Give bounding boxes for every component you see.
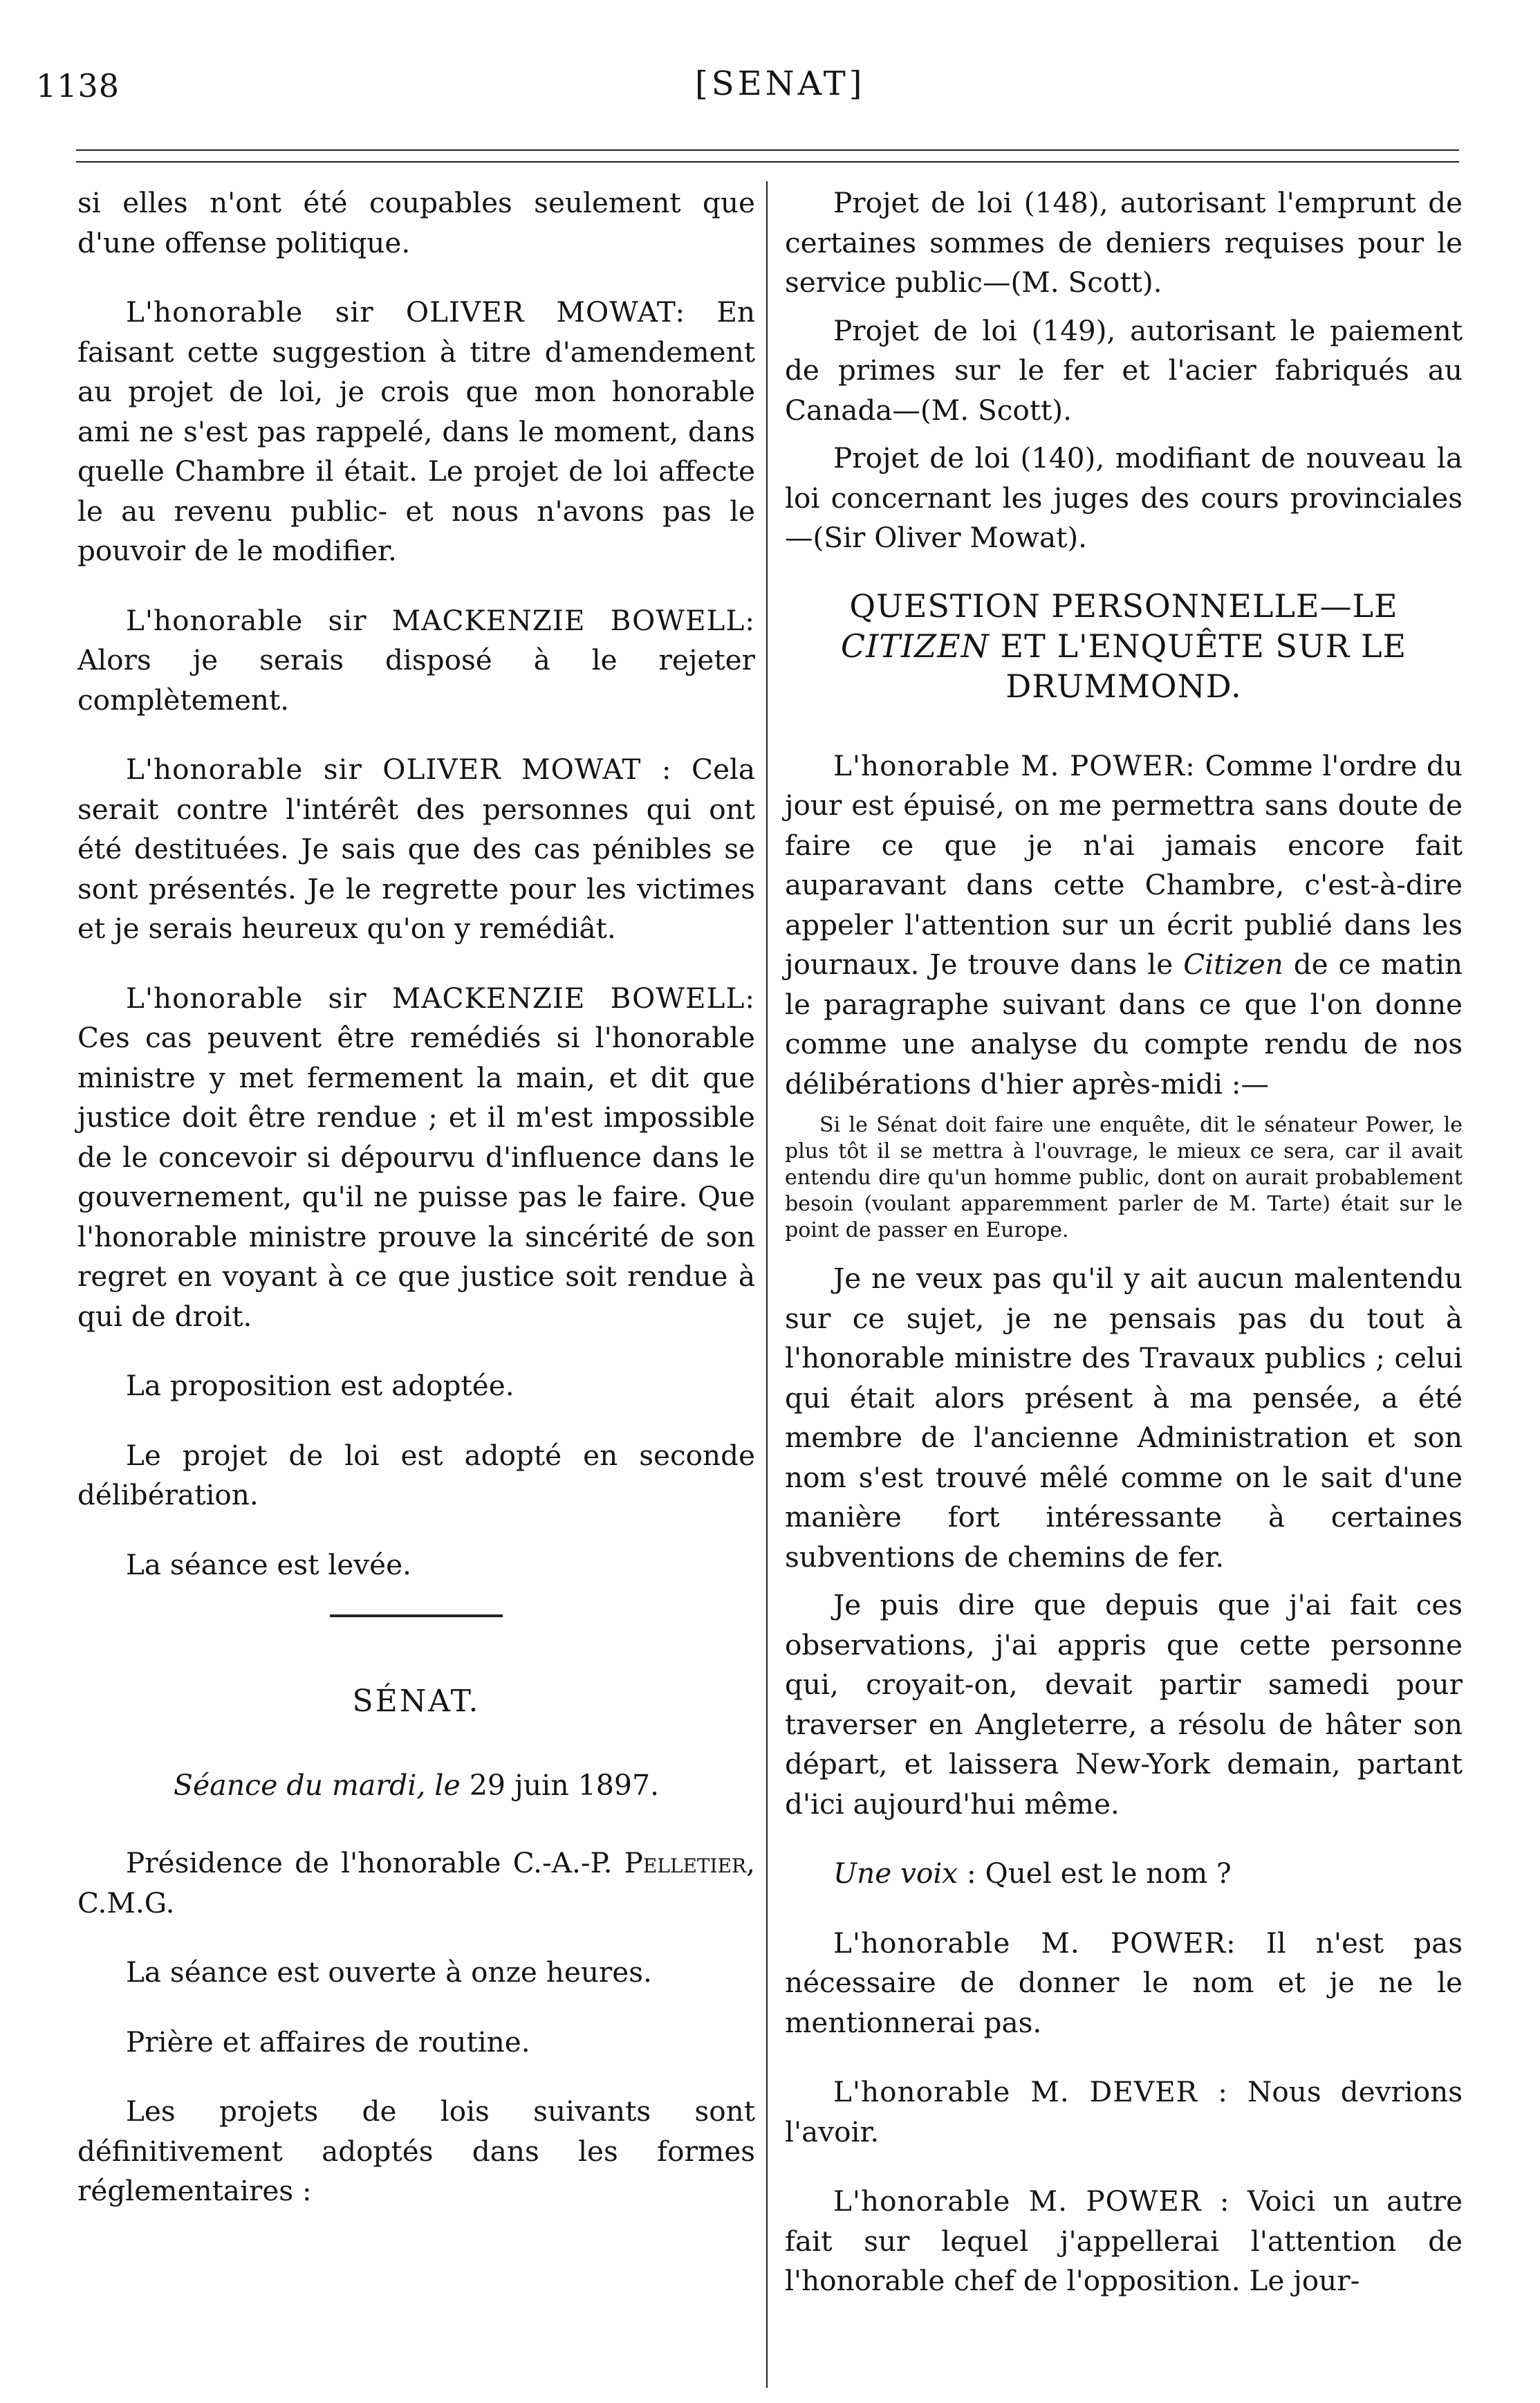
speech-power-3: Je puis dire que depuis que j'ai fait ces observations, j'ai appris que cette personne qui, croyait-on, devait partir samedi pour traverser en Angleterre, a résolu de hâter son départ, et laissera New-York demain, partant d'ici aujourd'hui même.: [785, 1588, 1463, 1821]
speech-text: : Quel est le nom ?: [967, 1857, 1232, 1890]
speech-power-1: [785, 746, 1463, 1105]
left-column: [77, 183, 755, 2241]
senat-heading: SÉNAT.: [352, 1684, 481, 1719]
speaker-name: L'honorable M. POWER:: [833, 1926, 1236, 1960]
presidence-name: Pelletier: [624, 1846, 747, 1879]
bill-149: Projet de loi (149), autorisant le paiement de primes sur le fer et l'acier fabriqués au Canada—(M. Scott).: [785, 313, 1463, 427]
routine-business: Prière et affaires de routine.: [126, 2025, 530, 2059]
speech-text: Alors je serais disposé à le rejeter complètement.: [77, 643, 755, 717]
speaker-name: L'honorable sir MACKENZIE BOWELL:: [126, 981, 755, 1015]
speech-text: En faisant cette suggestion à titre d'amendement au projet de loi, je crois que mon honorable ami ne s'est pas rappelé, dans le moment, dans quelle Chambre il était. Le projet de loi affecte le au revenu public- et nous n'avons pas le pouvoir de le modifier.: [77, 295, 755, 567]
speech-text: Cela serait contre l'intérêt des personnes qui ont été destituées. Je sais que des cas pénibles se sont présentés. Je le regrette pour les victimes et je serais heureux qu'on y remédiât.: [77, 753, 756, 945]
speech-dever: [785, 2072, 1463, 2152]
speech-text: Nous devrions l'avoir.: [785, 2075, 1463, 2148]
header-rule-bottom: [76, 161, 1459, 163]
bills-adopted-intro: Les projets de lois suivants sont définitivement adoptés dans les formes réglementaires :: [77, 2094, 755, 2207]
speaker-name: L'honorable M. POWER:: [833, 748, 1196, 782]
speech-text: Comme l'ordre du jour est épuisé, on me permettra sans doute de faire ce que je n'ai jamais encore fait auparavant dans cette Chambre, c'est-à-dire appeler l'attention sur un écrit publié dans les journaux. Je trouve dans le: [785, 748, 1463, 981]
page-number: 1138: [36, 67, 120, 104]
section-divider: [330, 1614, 503, 1617]
speaker-name: L'honorable sir OLIVER MOWAT :: [126, 753, 672, 786]
presidence-suffix: , C.M.G.: [77, 1846, 756, 1919]
right-column: [785, 183, 1463, 2331]
motion-adopted: La proposition est adoptée.: [126, 1369, 514, 1402]
speech-text: Voici un autre fait sur lequel j'appellerai l'attention de l'honorable chef de l'opposition. Le jour-: [785, 2184, 1463, 2297]
section-heading: [785, 586, 1463, 706]
speech-power-5: [785, 2182, 1463, 2301]
citizen-reference: Citizen: [1183, 948, 1283, 981]
sitting-date: 29 juin 1897.: [469, 1769, 660, 1802]
speaker-name: L'honorable sir MACKENZIE BOWELL:: [126, 603, 755, 637]
speech-bowell-2: [77, 979, 755, 1337]
sitting-opened: La séance est ouverte à onze heures.: [126, 1955, 652, 1989]
paragraph-continuation: si elles n'ont été coupables seulement que d'une offense politique.: [77, 186, 755, 259]
sitting-prefix: Séance du mardi, le: [173, 1769, 461, 1802]
bill-148: Projet de loi (148), autorisant l'emprunt de certaines sommes de deniers requises pour le service public—(M. Scott).: [785, 186, 1463, 299]
heading-part-b: ET L'ENQUÊTE SUR LE DRUMMOND.: [989, 627, 1407, 705]
heading-citizen: CITIZEN: [840, 627, 990, 665]
speech-mowat-2: [77, 750, 755, 949]
speaker-name: Une voix: [833, 1857, 958, 1890]
heading-part-a: QUESTION PERSONNELLE—LE: [849, 587, 1398, 625]
speech-text: de ce matin le paragraphe suivant dans ce que l'on donne comme une analyse du compte rendu de nos délibérations d'hier après-midi :—: [785, 948, 1463, 1101]
newspaper-quote: Si le Sénat doit faire une enquête, dit le sénateur Power, le plus tôt il se mettra à l'ouvrage, le mieux ce sera, car il avait entendu dire qu'un homme public, dont on aurait probablement besoin (voulant apparemment parler de M. Tarte) était sur le point de passer en Europe.: [785, 1113, 1463, 1242]
speech-text: Ces cas peuvent être remédiés si l'honorable ministre y met fermement la main, et dit que justice doit être rendue ; et il m'est impossible de le concevoir si dépourvu d'influence dans le gouvernement, qu'il ne puisse pas le faire. Que l'honorable ministre prouve la sincérité de son regret en voyant à ce que justice soit rendue à qui de droit.: [77, 1021, 755, 1333]
interjection: [785, 1854, 1463, 1894]
presidence-text: Présidence de l'honorable C.-A.-P.: [126, 1846, 613, 1879]
running-head: [SENAT]: [695, 64, 866, 103]
speech-power-2: Je ne veux pas qu'il y ait aucun malentendu sur ce sujet, je ne pensais pas du tout à l'honorable ministre des Travaux publics ; celui qui était alors présent à ma pensée, a été membre de l'ancienne Administration et son nom s'est trouvé mêlé comme on le sait d'une manière fort intéressante à certaines subventions de chemins de fer.: [785, 1262, 1463, 1574]
bill-140: Projet de loi (140), modifiant de nouveau la loi concernant les juges des cours provinciales—(Sir Oliver Mowat).: [785, 441, 1463, 554]
header-rule-top: [76, 149, 1459, 151]
speaker-name: L'honorable sir OLIVER MOWAT:: [126, 295, 686, 329]
speech-bowell-1: [77, 601, 755, 721]
speech-text: Il n'est pas nécessaire de donner le nom et je ne le mentionnerai pas.: [785, 1926, 1463, 2039]
sitting-date-line: [77, 1769, 755, 1802]
sitting-adjourned: La séance est levée.: [126, 1547, 411, 1581]
speech-power-4: [785, 1924, 1463, 2043]
speech-mowat-1: [77, 293, 755, 571]
bill-adopted: Le projet de loi est adopté en seconde délibération.: [77, 1438, 755, 1511]
speaker-name: L'honorable M. DEVER :: [833, 2075, 1228, 2108]
presidence-line: [77, 1843, 755, 1923]
column-separator: [766, 181, 768, 2388]
speaker-name: L'honorable M. POWER :: [833, 2184, 1230, 2218]
